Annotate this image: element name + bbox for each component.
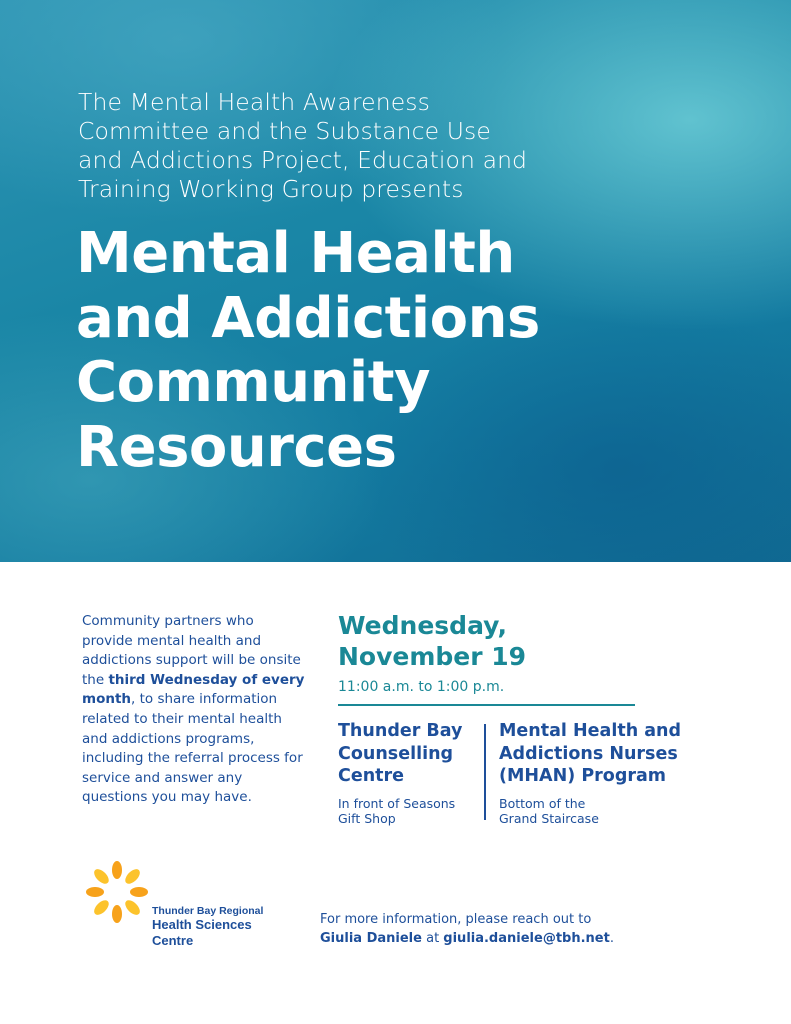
intro-line: The Mental Health Awareness [78, 88, 430, 116]
contact-info [320, 910, 680, 948]
sunburst-logo-icon [84, 858, 150, 924]
description-text: Community partners who provide mental health and addictions support will be onsite the [82, 613, 301, 688]
section-divider [338, 704, 635, 706]
location-detail-line: Gift Shop [338, 810, 396, 826]
location-detail-line: Grand Staircase [499, 810, 599, 826]
contact-line [320, 929, 680, 948]
intro-line: Committee and the Substance Use [78, 117, 491, 145]
location-mhan [499, 720, 709, 826]
contact-email[interactable]: giulia.daniele@tbh.net [443, 931, 610, 946]
location-name-line: (MHAN) Program [499, 766, 667, 786]
event-date-line: Wednesday, [338, 611, 508, 640]
headline-line: Community [76, 350, 430, 415]
intro-line: Training Working Group presents [78, 175, 464, 203]
location-detail-line: In front of Seasons [338, 796, 456, 811]
logo-org-name: Thunder Bay Regional [152, 905, 264, 917]
location-name-line: Counselling [338, 743, 454, 764]
event-date [338, 610, 638, 672]
location-name-line: Thunder Bay [338, 721, 463, 741]
tbrhsc-logo [84, 858, 274, 954]
location-detail-line: Bottom of the [499, 796, 586, 811]
event-date-line: November 19 [338, 642, 527, 671]
headline-line: Mental Health [76, 221, 515, 286]
headline [76, 222, 716, 480]
location-detail [338, 797, 455, 826]
location-detail [499, 797, 599, 826]
contact-name: Giulia Daniele [320, 931, 422, 946]
event-description [82, 612, 307, 808]
headline-line: and Addictions [76, 285, 540, 351]
description-highlight: third Wednesday of every month [82, 671, 305, 708]
location-tbcc [338, 720, 478, 826]
location-name [338, 720, 478, 788]
logo-subname-line: Centre [152, 933, 194, 948]
description-text: , to share information related to their mental health and addictions programs, including the referral process for service and answer any questions you may have. [82, 691, 303, 806]
location-name-line: Mental Health and [499, 721, 682, 741]
event-time: 11:00 a.m. to 1:00 p.m. [338, 679, 505, 695]
location-name [499, 720, 709, 788]
headline-line: Resources [76, 414, 397, 480]
intro-line: and Addictions Project, Education and [78, 146, 528, 174]
contact-line: For more information, please reach out to [320, 912, 592, 927]
location-name-line: Addictions Nurses [499, 743, 678, 764]
logo-org-subname [152, 917, 282, 949]
logo-subname-line: Health Sciences [152, 917, 252, 932]
intro-text [78, 88, 678, 204]
contact-text: . [609, 931, 614, 946]
location-name-line: Centre [338, 766, 405, 786]
location-divider [484, 724, 486, 820]
contact-text: at [421, 931, 444, 946]
